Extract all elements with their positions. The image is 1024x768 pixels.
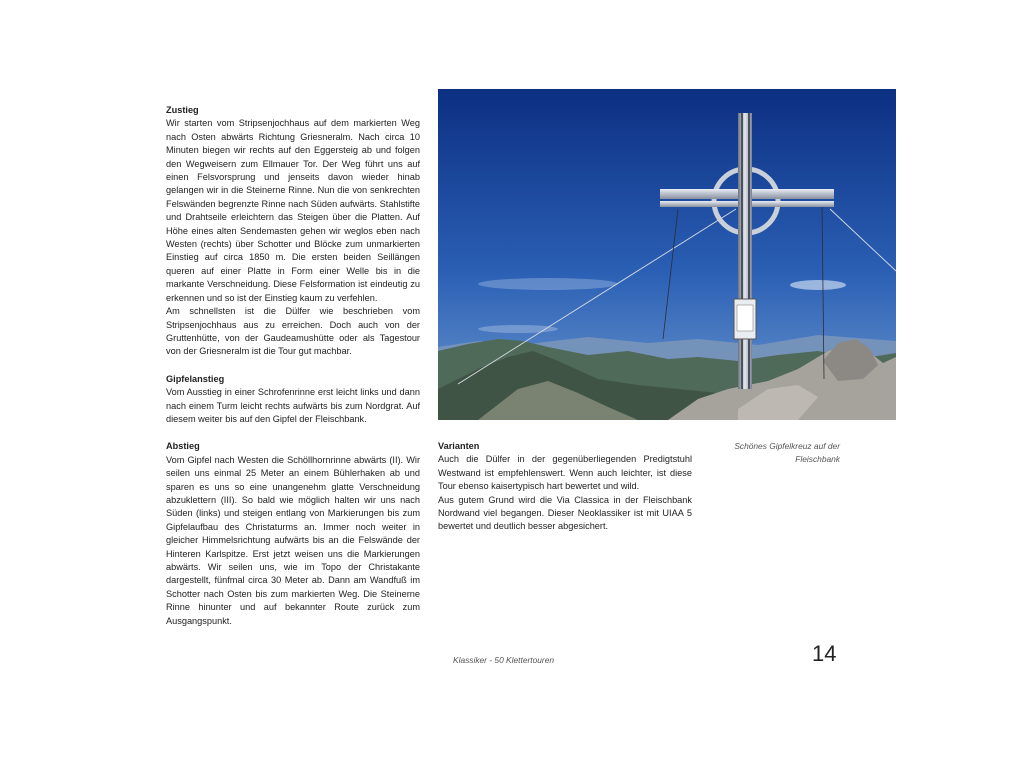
- section-gipfelanstieg: [166, 373, 420, 427]
- section-heading: Abstieg: [166, 441, 200, 452]
- photo-caption: Schönes Gipfelkreuz auf der Fleischbank: [734, 441, 840, 464]
- section-paragraph: Vom Ausstieg in einer Schrofenrinne erst leicht links und dann nach einem Turm leicht rechts aufwärts bis zum Nordgrat. Auf diesem weiter bis auf den Gipfel der Fleischbank.: [166, 387, 420, 424]
- page-number: 14: [812, 641, 837, 666]
- section-abstieg: [166, 440, 420, 628]
- section-paragraph: Aus gutem Grund wird die Via Classica in der Fleischbank Nordwand viel begangen. Dieser Neoklassiker ist mit UIAA 5 bewertet und deutlich besser abgesichert.: [438, 494, 692, 532]
- summit-cross-photo: [438, 89, 896, 420]
- section-paragraph: Wir starten vom Stripsenjochhaus auf dem markierten Weg nach Osten abwärts Richtung Griesneralm. Nach circa 10 Minuten biegen wir rechts auf den Eggersteig ab und folgen den Wegweisern zum Ellmauer Tor. Der Weg führt uns auf einen Felsvorsprung und jenseits davon wieder hinab gelangen wir in die Steinerne Rinne. Nun die von senkrechten Felswänden begrenzte Rinne nach Süden aufwärts. Stahlstifte und Drahtseile erleichtern das Steigen über die Platten. Auf Höhe eines alten Sendemasten gehen wir weglos eben nach Westen (rechts) über Schotter und Blöcke zum unmarkierten Einstieg auf circa 1850 m. Die ersten beiden Seillängen queren auf einer Platte in Form einer Welle bis in die markante Verschneidung. Diese Felsformation ist eindeutig zu erkennen und so ist der Einstieg kaum zu verfehlen.: [166, 118, 420, 303]
- section-paragraph: Auch die Dülfer in der gegenüberliegenden Predigtstuhl Westwand ist empfehlenswert. Wenn auch leichter, ist diese Tour ebenso kaisertypisch hart bewertet und wild.: [438, 454, 692, 492]
- section-heading: Zustieg: [166, 105, 199, 115]
- section-heading: Gipfelanstieg: [166, 373, 225, 384]
- footer-title: Klassiker - 50 Klettertouren: [453, 655, 555, 665]
- right-text-column: [438, 440, 692, 534]
- section-heading-varianten: Varianten: [438, 441, 480, 451]
- section-paragraph: Am schnellsten ist die Dülfer wie beschrieben vom Stripsenjochhaus aus zu erreichen. Doch auch von der Gruttenhütte, von der Gaudeamushütte oder als Tagestour von der Griesneralm ist die Tour gut machbar.: [166, 306, 420, 357]
- section-paragraph: Vom Gipfel nach Westen die Schöllhornrinne abwärts (II). Wir seilen uns einmal 25 Meter an einem Bühlerhaken ab und sparen es uns so eine unangenehm glatte Verschneidung abzuklettern (III). So bald wie möglich halten wir uns nach Süden (links) und steigen entlang von Markierungen bis zum Gipfelaufbau des Christaturms an. Immer noch weiter in gleicher Himmelsrichtung aufwärts bis an die Felswände der Hinteren Karlspitze. Erst jetzt weisen uns die Markierungen abwärts. Wir seilen uns, wie im Topo der Christakante dargestellt, fünfmal circa 30 Meter ab. Dann am Wandfuß im Schotter nach Osten bis zum markierten Weg. Die Steinerne Rinne hinunter und auf bekannter Route zurück zum Ausgangspunkt.: [166, 454, 420, 626]
- section-zustieg: [166, 104, 420, 359]
- left-text-column: [166, 104, 420, 628]
